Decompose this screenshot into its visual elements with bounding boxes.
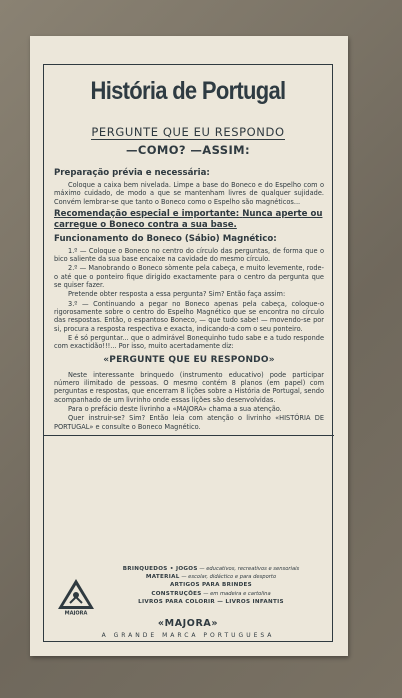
step-1: 1.º — Coloque o Boneco no centro do círculo das perguntas, de forma que o bico saliente da sua base encaixe na cavidade do mesmo círculo.	[54, 246, 324, 264]
majora-logo-icon	[56, 575, 96, 615]
brand-tagline: A GRANDE MARCA PORTUGUESA	[101, 632, 275, 639]
logo-text: MAJORA	[64, 610, 88, 615]
paragraph-1: Neste interessante brinquedo (instrumento educativo) pode participar número ilimitado de pessoas. O mesmo contém 8 planos (em papel) com perguntas e respostas, que encerram 8 lições sobre a História de Portugal, sendo acompanhado de um livrinho onde essas lições são desenvolvidas.	[54, 370, 324, 404]
product-line-2	[96, 573, 326, 581]
product-line-1-text: — educativos, recreativos e sensoriais	[199, 566, 300, 572]
subtitle-question-text: PERGUNTE QUE EU RESPONDO	[91, 125, 285, 139]
instruction-sheet	[30, 36, 348, 656]
recommendation-heading	[54, 209, 324, 231]
paragraph-3: Quer instruir-se? Sim? Então leia com atenção o livrinho «HISTÓRIA DE PORTUGAL» e consulte o Boneco Magnético.	[54, 414, 324, 431]
subtitle-how: —COMO? —ASSIM:	[126, 143, 250, 157]
product-line-4-caps: CONSTRUÇÕES	[151, 590, 202, 597]
product-line-1-caps: BRINQUEDOS • JOGOS	[122, 566, 198, 572]
product-line-3: ARTIGOS PARA BRINDES	[170, 582, 252, 589]
quote-heading: «PERGUNTE QUE EU RESPONDO»	[103, 355, 275, 366]
brand-name: «MAJORA»	[157, 618, 219, 629]
product-line-4-text: — em madeira e cartolina	[203, 590, 271, 597]
product-line-4	[96, 590, 326, 598]
footer-divider	[44, 435, 334, 436]
prep-text: Coloque a caixa bem nivelada. Limpe a base do Boneco e do Espelho com o máximo cuidado, de modo a que se mantenham livres de qualquer sujidade. Convém lembrar-se que tanto o Boneco como o Espelho são magnéticos...	[54, 181, 324, 206]
step-2-followup: Pretende obter resposta a essa pergunta? Sim? Então faça assim:	[68, 290, 286, 299]
recommendation-heading-text: Recomendação especial e importante:	[54, 208, 240, 219]
product-line-2-text: — escolar, didáctico e para desporto	[181, 574, 277, 581]
product-line-2-caps: MATERIAL	[145, 574, 180, 581]
subtitle-question	[44, 125, 332, 139]
instructions-body	[54, 165, 324, 436]
product-line-5: LIVROS PARA COLORIR — LIVROS INFANTIS	[138, 598, 284, 605]
sheet-frame	[43, 64, 333, 642]
page-title: História de Portugal	[90, 77, 286, 105]
prep-heading: Preparação prévia e necessária:	[54, 168, 210, 178]
product-line-1	[96, 565, 326, 573]
step-3: 3.º — Continuando a pegar no Boneco apenas pela cabeça, coloque-o rigorosamente sobre o centro do Espelho Magnético que se encontra no círculo das respostas. Então, o espantoso Boneco, — que tudo sabe! — movendo-se por si, procura a resposta respectiva e exacta, indicando-a com o seu ponteiro.	[54, 299, 324, 333]
paragraph-2: Para o prefácio deste livrinho a «MAJORA» chama a sua atenção.	[68, 404, 282, 413]
recommendation-text: Nunca aperte ou carregue o Boneco contra a sua base.	[54, 208, 323, 230]
product-lines	[96, 565, 326, 606]
step-2: 2.º — Manobrando o Boneco sòmente pela cabeça, e muito levemente, rode-o até que o ponteiro fique dirigido exactamente para o centro da pergunta que se quiser fazer.	[54, 264, 324, 290]
function-heading: Funcionamento do Boneco (Sábio) Magnético:	[54, 233, 277, 244]
step-3-followup: E é só perguntar... que o admirável Bonequinho tudo sabe e a tudo responde com exactidão!!!... Por isso, muito acertadamente diz:	[54, 333, 324, 351]
